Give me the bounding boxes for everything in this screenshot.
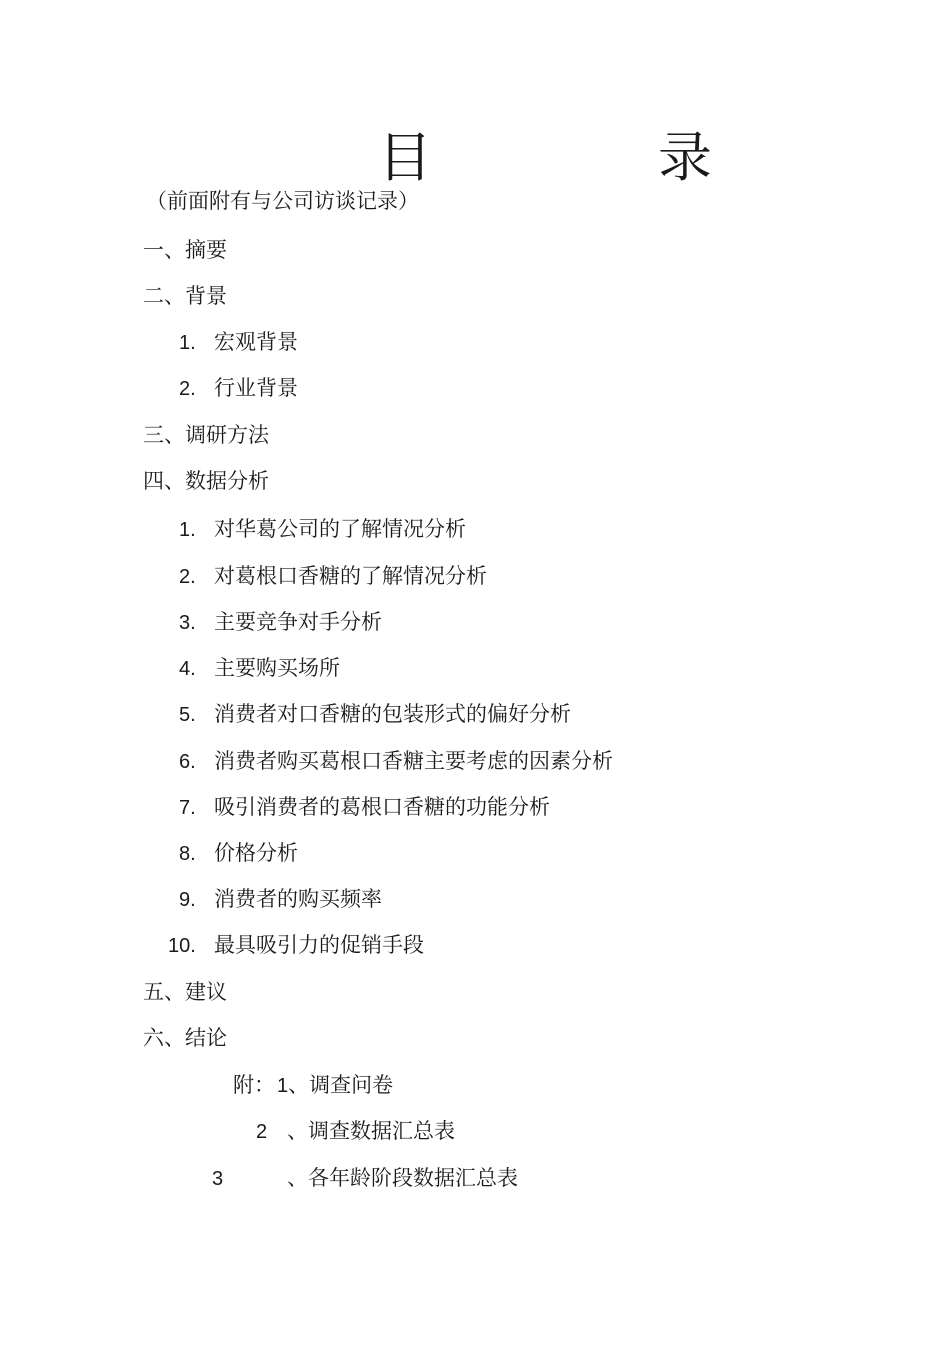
page-subtitle: （前面附有与公司访谈记录） bbox=[146, 189, 419, 213]
toc-item-conclusion: 六、结论 bbox=[143, 1026, 227, 1050]
appendix-number: 3 bbox=[212, 1168, 224, 1190]
toc-subitem bbox=[168, 930, 424, 961]
toc-item-method: 三、调研方法 bbox=[143, 423, 269, 447]
toc-subitem-label: 行业背景 bbox=[214, 376, 298, 400]
toc-subitem-label: 宏观背景 bbox=[214, 330, 298, 354]
toc-subitem bbox=[179, 607, 382, 638]
toc-subitem-label: 消费者的购买频率 bbox=[214, 887, 382, 911]
page-title: 目 录 bbox=[378, 126, 798, 189]
toc-item-background: 二、背景 bbox=[143, 284, 227, 308]
toc-subitem-label: 消费者对口香糖的包装形式的偏好分析 bbox=[214, 702, 571, 726]
toc-subitem bbox=[179, 884, 382, 915]
appendix-item bbox=[256, 1116, 455, 1147]
toc-subitem bbox=[179, 561, 487, 592]
toc-subitem-number: 2. bbox=[179, 566, 196, 588]
toc-item-summary: 一、摘要 bbox=[143, 238, 227, 262]
toc-subitem-number: 1. bbox=[179, 519, 196, 541]
appendix-label: 、调查问卷 bbox=[288, 1073, 394, 1097]
toc-subitem-label: 主要购买场所 bbox=[214, 656, 340, 680]
toc-subitem-number: 1. bbox=[179, 332, 196, 354]
toc-subitem bbox=[179, 514, 466, 545]
appendix-number: 2 bbox=[256, 1121, 268, 1143]
toc-subitem-label: 吸引消费者的葛根口香糖的功能分析 bbox=[214, 795, 550, 819]
toc-subitem bbox=[179, 746, 613, 777]
toc-subitem bbox=[179, 373, 298, 404]
appendix-label: 、各年龄阶段数据汇总表 bbox=[287, 1166, 518, 1190]
toc-subitem-label: 对华葛公司的了解情况分析 bbox=[214, 517, 466, 541]
toc-item-suggestion: 五、建议 bbox=[143, 980, 227, 1004]
appendix-label: 、调查数据汇总表 bbox=[287, 1119, 455, 1143]
toc-subitem-label: 对葛根口香糖的了解情况分析 bbox=[214, 564, 487, 588]
toc-subitem-label: 主要竞争对手分析 bbox=[214, 610, 382, 634]
appendix-item bbox=[212, 1163, 518, 1194]
toc-subitem bbox=[179, 838, 298, 869]
toc-subitem-number: 4. bbox=[179, 658, 196, 680]
toc-subitem-label: 最具吸引力的促销手段 bbox=[214, 933, 424, 957]
toc-subitem-label: 价格分析 bbox=[214, 841, 298, 865]
appendix-prefix: 附： bbox=[233, 1073, 275, 1097]
toc-subitem bbox=[179, 792, 550, 823]
toc-subitem bbox=[179, 327, 298, 358]
appendix-item bbox=[233, 1070, 393, 1101]
toc-subitem bbox=[179, 653, 340, 684]
toc-subitem-number: 9. bbox=[179, 889, 196, 911]
toc-subitem-number: 7. bbox=[179, 797, 196, 819]
toc-subitem-number: 10. bbox=[168, 935, 196, 957]
toc-subitem-label: 消费者购买葛根口香糖主要考虑的因素分析 bbox=[214, 749, 613, 773]
appendix-number: 1 bbox=[277, 1075, 289, 1097]
toc-subitem-number: 5. bbox=[179, 704, 196, 726]
toc-subitem bbox=[179, 699, 571, 730]
toc-subitem-number: 3. bbox=[179, 612, 196, 634]
toc-item-analysis: 四、数据分析 bbox=[143, 469, 269, 493]
toc-subitem-number: 8. bbox=[179, 843, 196, 865]
toc-subitem-number: 2. bbox=[179, 378, 196, 400]
toc-subitem-number: 6. bbox=[179, 751, 196, 773]
